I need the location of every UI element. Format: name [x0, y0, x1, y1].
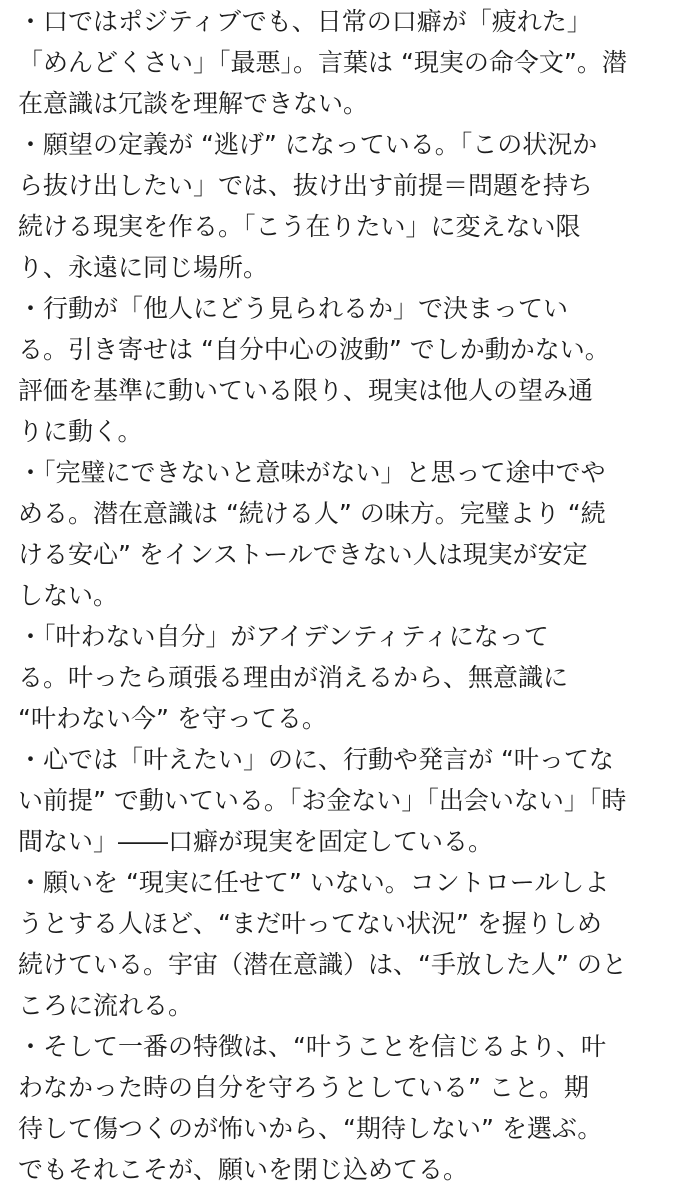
text-line-10: 評価を基準に動いている限り、現実は他人の望み通 [18, 376, 594, 405]
text-line-29: でもそれこそが、願いを閉じ込めてる。 [18, 1155, 469, 1184]
text-line-6: 続ける現実を作る。「こう在りたい」に変えない限 [18, 212, 581, 241]
text-line-14: ける安心” をインストールできない人は現実が安定 [18, 540, 588, 569]
text-line-25: ころに流れる。 [18, 991, 194, 1020]
text-line-7: り、永遠に同じ場所。 [18, 253, 269, 282]
text-line-13: める。潜在意識は “続ける人” の味方。完璧より “続 [18, 499, 606, 528]
text-line-21: 間ない」――口癖が現実を固定している。 [18, 827, 494, 856]
text-line-8: ・行動が「他人にどう見られるか」で決まってい [18, 294, 569, 323]
text-line-4: ・願望の定義が “逃げ” になっている。「この状況か [18, 130, 598, 159]
text-line-26: ・そして一番の特徴は、“叶うことを信じるより、叶 [18, 1032, 606, 1061]
text-line-3: 在意識は冗談を理解できない。 [18, 89, 369, 118]
text-line-15: しない。 [18, 581, 119, 610]
text-line-22: ・願いを “現実に任せて” いない。コントロールしよ [18, 868, 610, 897]
text-line-9: る。引き寄せは “自分中心の波動” でしか動かない。 [18, 335, 610, 364]
text-line-27: わなかった時の自分を守ろうとしている” こと。期 [18, 1073, 589, 1102]
text-line-1: ・口ではポジティブでも、日常の口癖が「疲れた」 [18, 7, 592, 36]
text-line-2: 「めんどくさい」「最悪」。言葉は “現実の命令文”。潜 [18, 48, 627, 77]
text-line-19: ・心では「叶えたい」のに、行動や発言が “叶ってな [18, 745, 614, 774]
text-line-24: 続けている。宇宙（潜在意識）は、“手放した人” のと [18, 950, 627, 979]
text-line-12: ・「完璧にできないと意味がない」と思って途中でや [18, 458, 606, 487]
text-line-16: ・「叶わない自分」がアイデンティティになって [18, 622, 549, 651]
text-line-5: ら抜け出したい」では、抜け出す前提＝問題を持ち [18, 171, 594, 200]
text-line-11: りに動く。 [18, 417, 143, 446]
text-line-18: “叶わない今” を守ってる。 [18, 704, 327, 733]
text-line-23: うとする人ほど、“まだ叶ってない状況” を握りしめ [18, 909, 602, 938]
text-line-20: い前提” で動いている。「お金ない」「出会いない」「時 [18, 786, 627, 815]
text-line-28: 待して傷つくのが怖いから、“期待しない” を選ぶ。 [18, 1114, 603, 1143]
text-line-17: る。叶ったら頑張る理由が消えるから、無意識に [18, 663, 569, 692]
